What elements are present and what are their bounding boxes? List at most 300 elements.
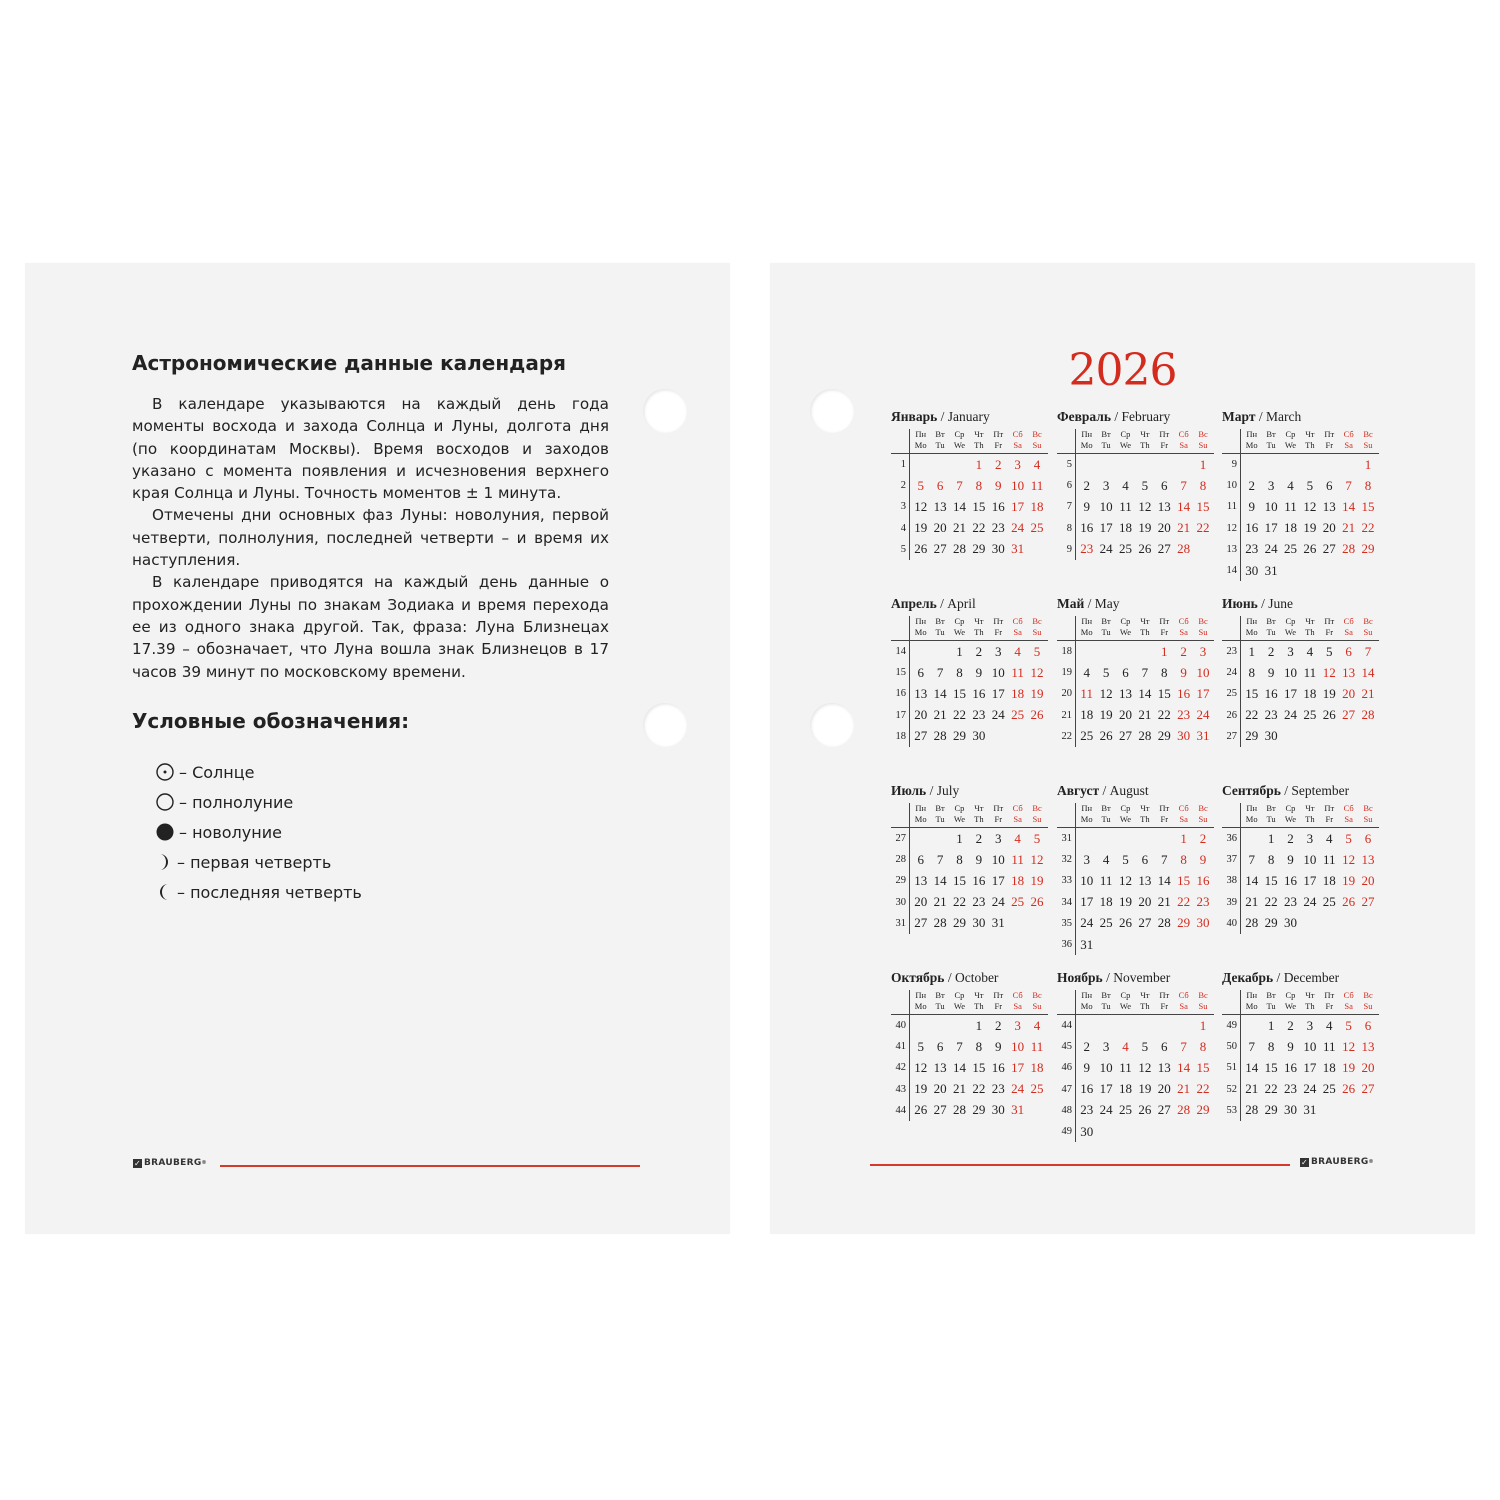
day-cell: 6 bbox=[936, 1038, 944, 1054]
day-cell: 16 bbox=[1080, 520, 1094, 536]
day-cell: 19 bbox=[1322, 685, 1336, 701]
weekday-en: Th bbox=[1305, 627, 1315, 637]
weekday-label bbox=[1242, 990, 1261, 1014]
day-cell: 26 bbox=[1030, 894, 1044, 910]
day-cell: 19 bbox=[1118, 894, 1132, 910]
weekday-en: Fr bbox=[1160, 814, 1169, 824]
day-cell: 15 bbox=[1264, 872, 1278, 888]
day-cell: 22 bbox=[1157, 707, 1171, 723]
day-cell: 14 bbox=[1342, 498, 1356, 514]
week-row bbox=[891, 475, 1051, 496]
day-cell: 28 bbox=[933, 915, 947, 931]
day-cell: 1 bbox=[1267, 830, 1275, 846]
separator: / bbox=[1257, 596, 1269, 611]
weekday-en: We bbox=[1284, 1001, 1297, 1011]
day-cell: 5 bbox=[1122, 851, 1129, 867]
week-row bbox=[891, 726, 1051, 747]
weekday-label bbox=[1077, 616, 1096, 640]
first-quarter-icon bbox=[155, 852, 173, 872]
day-cell: 15 bbox=[1196, 498, 1210, 514]
day-cell: 5 bbox=[1326, 643, 1333, 659]
month-name-ru: Июль bbox=[891, 783, 927, 798]
day-cell: 14 bbox=[933, 872, 947, 888]
week-row bbox=[1222, 641, 1382, 662]
week-row bbox=[1057, 683, 1217, 704]
weekday-label bbox=[1155, 616, 1174, 640]
day-cell: 16 bbox=[991, 1059, 1005, 1075]
day-cell: 13 bbox=[1342, 664, 1356, 680]
day-cell: 4 bbox=[1014, 830, 1021, 846]
weekday-en: Fr bbox=[1325, 814, 1334, 824]
weekday-label bbox=[950, 616, 969, 640]
month-name-en: April bbox=[947, 596, 976, 611]
day-cell: 27 bbox=[1361, 894, 1375, 910]
day-cell: 28 bbox=[1361, 707, 1375, 723]
weekday-ru: Ср bbox=[1120, 429, 1131, 439]
day-grid bbox=[1222, 429, 1382, 581]
weekday-label bbox=[1077, 990, 1096, 1014]
weekday-label bbox=[1281, 429, 1300, 453]
week-divider bbox=[909, 803, 910, 934]
day-cell: 23 bbox=[972, 894, 986, 910]
weekday-ru: Вс bbox=[1363, 803, 1373, 813]
weekday-en: Sa bbox=[1179, 440, 1188, 450]
weekday-label bbox=[1242, 803, 1261, 827]
day-cell: 21 bbox=[1245, 894, 1259, 910]
day-cell: 14 bbox=[1177, 1059, 1191, 1075]
day-cell: 27 bbox=[1118, 728, 1132, 744]
weekday-label bbox=[1077, 803, 1096, 827]
legend-title: Условные обозначения: bbox=[132, 709, 410, 733]
weekday-header bbox=[1222, 990, 1379, 1015]
day-cell: 17 bbox=[1303, 872, 1317, 888]
day-cell: 12 bbox=[1342, 851, 1356, 867]
day-cell: 25 bbox=[1118, 1102, 1132, 1118]
weekday-ru: Чт bbox=[1305, 990, 1315, 1000]
week-number: 18 bbox=[1061, 646, 1072, 658]
weekday-ru: Вс bbox=[1032, 990, 1042, 1000]
week-row bbox=[1057, 913, 1217, 934]
day-cell: 18 bbox=[1303, 685, 1317, 701]
day-cell: 21 bbox=[952, 1081, 966, 1097]
weekday-ru: Ср bbox=[1285, 616, 1296, 626]
weekday-label bbox=[1300, 429, 1319, 453]
weekday-label bbox=[1096, 616, 1115, 640]
day-cell: 3 bbox=[1287, 643, 1294, 659]
legend-item-last-quarter bbox=[155, 877, 362, 907]
week-number: 43 bbox=[895, 1083, 906, 1095]
legend-item-first-quarter bbox=[155, 847, 362, 877]
weekday-label bbox=[1135, 990, 1154, 1014]
day-cell: 28 bbox=[1157, 915, 1171, 931]
day-cell: 25 bbox=[1322, 1081, 1336, 1097]
weekday-ru: Ср bbox=[954, 803, 965, 813]
day-cell: 2 bbox=[1287, 1017, 1294, 1033]
weekday-ru: Вс bbox=[1198, 803, 1208, 813]
weekday-label bbox=[1320, 616, 1339, 640]
day-cell: 6 bbox=[917, 851, 924, 867]
day-cell: 7 bbox=[956, 1038, 963, 1054]
day-cell: 30 bbox=[1283, 1102, 1297, 1118]
day-grid bbox=[1222, 803, 1382, 934]
week-number: 17 bbox=[895, 709, 906, 721]
weekday-label bbox=[911, 429, 930, 453]
week-row bbox=[1222, 475, 1382, 496]
weekday-en: Sa bbox=[1013, 440, 1022, 450]
weekday-label bbox=[1193, 616, 1212, 640]
separator: / bbox=[1255, 409, 1266, 424]
week-number: 9 bbox=[1066, 543, 1072, 555]
weekday-label bbox=[1116, 429, 1135, 453]
weekday-label bbox=[911, 616, 930, 640]
weekday-en: Fr bbox=[1325, 1001, 1334, 1011]
month-title bbox=[1222, 409, 1382, 427]
day-cell: 10 bbox=[991, 664, 1005, 680]
week-row bbox=[891, 641, 1051, 662]
weekday-en: Su bbox=[1032, 1001, 1042, 1011]
weekday-ru: Сб bbox=[1012, 990, 1023, 1000]
weekday-label bbox=[1339, 616, 1358, 640]
day-cell: 31 bbox=[1196, 728, 1210, 744]
week-row bbox=[1222, 913, 1382, 934]
weekday-en: Su bbox=[1032, 814, 1042, 824]
week-row bbox=[1222, 870, 1382, 891]
month-name-ru: Апрель bbox=[891, 596, 937, 611]
day-cell: 3 bbox=[1014, 456, 1021, 472]
day-cell: 4 bbox=[1033, 1017, 1041, 1033]
day-cell: 27 bbox=[1157, 541, 1171, 557]
week-row bbox=[891, 849, 1051, 870]
weekday-label bbox=[1193, 803, 1212, 827]
day-cell: 23 bbox=[991, 1081, 1005, 1097]
weekday-en: Th bbox=[1305, 814, 1315, 824]
day-cell: 22 bbox=[1264, 1081, 1278, 1097]
weekday-ru: Пт bbox=[993, 990, 1004, 1000]
weekday-label bbox=[1008, 803, 1027, 827]
week-number: 35 bbox=[1061, 917, 1072, 929]
separator: / bbox=[1273, 970, 1284, 985]
month-calendar bbox=[1057, 409, 1217, 560]
weekday-en: Mo bbox=[1245, 627, 1258, 637]
day-cell: 7 bbox=[1248, 851, 1255, 867]
weekday-en: We bbox=[1119, 814, 1132, 824]
day-cell: 25 bbox=[1303, 707, 1317, 723]
month-name-en: August bbox=[1109, 783, 1149, 798]
week-number: 37 bbox=[1226, 854, 1237, 866]
day-cell: 11 bbox=[1011, 851, 1024, 867]
weekday-en: Su bbox=[1363, 814, 1373, 824]
day-cell: 13 bbox=[914, 685, 928, 701]
weekday-label bbox=[1027, 803, 1046, 827]
week-row bbox=[1222, 849, 1382, 870]
day-cell: 31 bbox=[991, 915, 1005, 931]
weekday-label bbox=[1281, 803, 1300, 827]
full-moon-icon bbox=[155, 792, 175, 812]
day-cell: 29 bbox=[1245, 728, 1259, 744]
paragraph: В календаре указываются на каждый день года моменты восхода и захода Солнца и Луны, долгота дня (по координатам Москвы). Время восходов и заходов указано с момента появления и исчезновения верхнего края Солнца и Луны. Точность моментов ± 1 минута. bbox=[132, 395, 609, 503]
day-cell: 18 bbox=[1030, 1059, 1044, 1075]
weekday-label bbox=[1193, 429, 1212, 453]
day-cell: 15 bbox=[1177, 872, 1191, 888]
day-cell: 17 bbox=[1099, 520, 1113, 536]
weekday-ru: Сб bbox=[1178, 803, 1189, 813]
day-cell: 8 bbox=[975, 477, 983, 493]
week-row bbox=[1057, 849, 1217, 870]
day-cell: 13 bbox=[933, 1059, 947, 1075]
weekday-ru: Вт bbox=[1266, 990, 1276, 1000]
day-cell: 4 bbox=[1306, 643, 1314, 659]
month-name-en: June bbox=[1268, 596, 1293, 611]
day-cell: 20 bbox=[1157, 520, 1171, 536]
week-divider bbox=[909, 429, 910, 560]
weekday-label bbox=[930, 429, 949, 453]
day-cell: 5 bbox=[1033, 830, 1041, 846]
weekday-label bbox=[1300, 990, 1319, 1014]
day-cell: 11 bbox=[1080, 685, 1093, 701]
day-cell: 9 bbox=[975, 664, 983, 680]
day-cell: 13 bbox=[1361, 851, 1375, 867]
weekday-en: Sa bbox=[1344, 814, 1353, 824]
week-row bbox=[891, 705, 1051, 726]
day-grid bbox=[891, 429, 1051, 560]
week-row bbox=[1057, 518, 1217, 539]
separator: / bbox=[936, 596, 948, 611]
day-cell: 29 bbox=[1264, 1102, 1278, 1118]
day-cell: 1 bbox=[1199, 1017, 1207, 1033]
month-title bbox=[1222, 970, 1382, 988]
weekday-ru: Вс bbox=[1198, 429, 1208, 439]
weekday-en: Tu bbox=[1101, 440, 1111, 450]
week-row bbox=[1222, 705, 1382, 726]
day-grid bbox=[1057, 990, 1217, 1142]
week-row bbox=[1222, 496, 1382, 517]
day-cell: 15 bbox=[1196, 1059, 1210, 1075]
weekday-label bbox=[1135, 429, 1154, 453]
day-cell: 27 bbox=[1138, 915, 1152, 931]
right-page bbox=[770, 263, 1475, 1234]
weekday-header bbox=[891, 616, 1048, 641]
week-number: 29 bbox=[895, 875, 906, 887]
separator: / bbox=[1084, 596, 1095, 611]
day-cell: 24 bbox=[1080, 915, 1094, 931]
weekday-ru: Чт bbox=[974, 429, 984, 439]
day-cell: 30 bbox=[1177, 728, 1191, 744]
day-cell: 5 bbox=[1306, 477, 1314, 493]
weekday-label bbox=[1320, 429, 1339, 453]
day-cell: 12 bbox=[1138, 1059, 1152, 1075]
week-divider bbox=[909, 990, 910, 1121]
weekday-en: Sa bbox=[1179, 814, 1188, 824]
weekday-label bbox=[950, 429, 969, 453]
day-cell: 17 bbox=[1303, 1059, 1317, 1075]
month-name-en: February bbox=[1121, 409, 1171, 424]
week-number: 33 bbox=[1061, 875, 1072, 887]
weekday-ru: Пн bbox=[1246, 803, 1258, 813]
day-cell: 5 bbox=[917, 1038, 924, 1054]
weekday-en: Th bbox=[1140, 814, 1150, 824]
day-cell: 21 bbox=[1138, 707, 1152, 723]
weekday-ru: Пт bbox=[1324, 616, 1335, 626]
weekday-en: Mo bbox=[914, 627, 927, 637]
day-cell: 24 bbox=[1283, 707, 1297, 723]
day-cell: 11 bbox=[1119, 1059, 1132, 1075]
week-row bbox=[891, 662, 1051, 683]
day-cell: 22 bbox=[1245, 707, 1259, 723]
week-number: 31 bbox=[895, 917, 906, 929]
week-number: 5 bbox=[900, 543, 906, 555]
weekday-label bbox=[1174, 803, 1193, 827]
weekday-en: Th bbox=[1305, 1001, 1315, 1011]
separator: / bbox=[926, 783, 937, 798]
day-cell: 8 bbox=[956, 664, 963, 680]
day-cell: 1 bbox=[956, 830, 963, 846]
day-cell: 20 bbox=[914, 894, 928, 910]
weekday-ru: Сб bbox=[1343, 990, 1354, 1000]
day-cell: 28 bbox=[1342, 541, 1356, 557]
weekday-label bbox=[911, 990, 930, 1014]
weekday-header bbox=[891, 429, 1048, 454]
day-cell: 10 bbox=[1283, 664, 1297, 680]
day-cell: 9 bbox=[1248, 498, 1255, 514]
weekday-label bbox=[1008, 429, 1027, 453]
week-row bbox=[1222, 518, 1382, 539]
paragraph: В календаре приводятся на каждый день данные о прохождении Луны по знакам Зодиака и время перехода ее из одного знака другой. Так, фраза: Луна Близнецах 17.39 – обозначает, что Луна вошла знак Близнецов в 17 часов 39 минут по московскому времени. bbox=[132, 573, 609, 681]
day-cell: 22 bbox=[1361, 520, 1375, 536]
day-grid bbox=[1057, 616, 1217, 747]
day-cell: 29 bbox=[1157, 728, 1171, 744]
weekday-header bbox=[1057, 990, 1214, 1015]
day-cell: 6 bbox=[1364, 830, 1372, 846]
day-cell: 20 bbox=[1138, 894, 1152, 910]
day-cell: 23 bbox=[972, 707, 986, 723]
weekday-en: Tu bbox=[1101, 814, 1111, 824]
week-number: 30 bbox=[895, 896, 906, 908]
weekday-en: Mo bbox=[914, 440, 927, 450]
week-row bbox=[1222, 892, 1382, 913]
day-grid bbox=[1057, 803, 1217, 955]
day-cell: 29 bbox=[1264, 915, 1278, 931]
day-cell: 9 bbox=[975, 851, 983, 867]
weekday-label bbox=[1261, 803, 1280, 827]
day-cell: 27 bbox=[933, 541, 947, 557]
week-row bbox=[1057, 496, 1217, 517]
day-cell: 12 bbox=[1118, 872, 1132, 888]
day-cell: 25 bbox=[1099, 915, 1113, 931]
day-cell: 14 bbox=[1245, 1059, 1259, 1075]
weekday-en: We bbox=[1284, 440, 1297, 450]
day-cell: 7 bbox=[1180, 477, 1187, 493]
day-cell: 20 bbox=[1342, 685, 1356, 701]
weekday-label bbox=[1096, 990, 1115, 1014]
day-cell: 30 bbox=[972, 915, 986, 931]
legend-label: – последняя четверть bbox=[177, 882, 362, 902]
day-cell: 18 bbox=[1118, 520, 1132, 536]
weekday-ru: Вс bbox=[1032, 616, 1042, 626]
weekday-label bbox=[1300, 803, 1319, 827]
weekday-label bbox=[950, 803, 969, 827]
weekday-label bbox=[1027, 990, 1046, 1014]
day-cell: 5 bbox=[1141, 1038, 1149, 1054]
week-divider bbox=[1240, 429, 1241, 581]
week-number: 2 bbox=[900, 480, 906, 492]
day-cell: 18 bbox=[1080, 707, 1094, 723]
legend-item-full-moon bbox=[155, 787, 362, 817]
day-cell: 26 bbox=[1030, 707, 1044, 723]
weekday-label bbox=[1027, 616, 1046, 640]
day-cell: 24 bbox=[1196, 707, 1210, 723]
day-cell: 3 bbox=[1083, 851, 1090, 867]
day-cell: 10 bbox=[991, 851, 1005, 867]
weekday-label bbox=[1358, 429, 1377, 453]
day-cell: 4 bbox=[1033, 456, 1041, 472]
weekday-label bbox=[1116, 616, 1135, 640]
footer-line bbox=[220, 1165, 640, 1167]
week-number: 49 bbox=[1061, 1126, 1072, 1138]
week-row bbox=[891, 454, 1051, 475]
month-name-ru: Январь bbox=[891, 409, 938, 424]
day-cell: 20 bbox=[933, 520, 947, 536]
day-cell: 14 bbox=[933, 685, 947, 701]
week-number: 51 bbox=[1226, 1062, 1237, 1074]
day-cell: 16 bbox=[1264, 685, 1278, 701]
day-cell: 9 bbox=[1180, 664, 1187, 680]
weekday-header bbox=[891, 990, 1048, 1015]
day-cell: 24 bbox=[991, 894, 1005, 910]
weekday-en: Su bbox=[1198, 814, 1208, 824]
weekday-label bbox=[930, 616, 949, 640]
legend-label: – новолуние bbox=[179, 822, 282, 842]
day-grid bbox=[891, 990, 1051, 1121]
day-cell: 28 bbox=[1177, 541, 1191, 557]
weekday-label bbox=[1155, 990, 1174, 1014]
day-cell: 28 bbox=[1177, 1102, 1191, 1118]
weekday-ru: Вт bbox=[1266, 429, 1276, 439]
weekday-ru: Сб bbox=[1012, 429, 1023, 439]
weekday-ru: Чт bbox=[1140, 990, 1150, 1000]
day-cell: 25 bbox=[1322, 894, 1336, 910]
day-cell: 1 bbox=[1248, 643, 1255, 659]
week-number: 38 bbox=[1226, 875, 1237, 887]
day-cell: 22 bbox=[952, 894, 966, 910]
weekday-en: Su bbox=[1363, 1001, 1373, 1011]
week-number: 22 bbox=[1061, 730, 1072, 742]
weekday-ru: Ср bbox=[1120, 803, 1131, 813]
day-cell: 14 bbox=[1177, 498, 1191, 514]
week-row bbox=[1057, 870, 1217, 891]
day-cell: 16 bbox=[972, 685, 986, 701]
weekday-label bbox=[1320, 990, 1339, 1014]
weekday-en: Sa bbox=[1344, 1001, 1353, 1011]
day-cell: 21 bbox=[1177, 1081, 1191, 1097]
weekday-en: Su bbox=[1363, 627, 1373, 637]
weekday-en: Th bbox=[1305, 440, 1315, 450]
separator: / bbox=[1280, 783, 1292, 798]
day-cell: 28 bbox=[1245, 915, 1259, 931]
day-cell: 19 bbox=[914, 1081, 928, 1097]
day-cell: 23 bbox=[1283, 1081, 1297, 1097]
weekday-en: Mo bbox=[1080, 627, 1093, 637]
sun-icon bbox=[155, 762, 175, 782]
day-cell: 15 bbox=[952, 685, 966, 701]
legend-label: – первая четверть bbox=[177, 852, 332, 872]
day-cell: 5 bbox=[1345, 830, 1352, 846]
day-cell: 7 bbox=[936, 851, 944, 867]
day-cell: 16 bbox=[1283, 1059, 1297, 1075]
weekday-label bbox=[1174, 616, 1193, 640]
day-cell: 23 bbox=[991, 520, 1005, 536]
weekday-ru: Пт bbox=[1159, 429, 1170, 439]
day-cell: 2 bbox=[1180, 643, 1187, 659]
